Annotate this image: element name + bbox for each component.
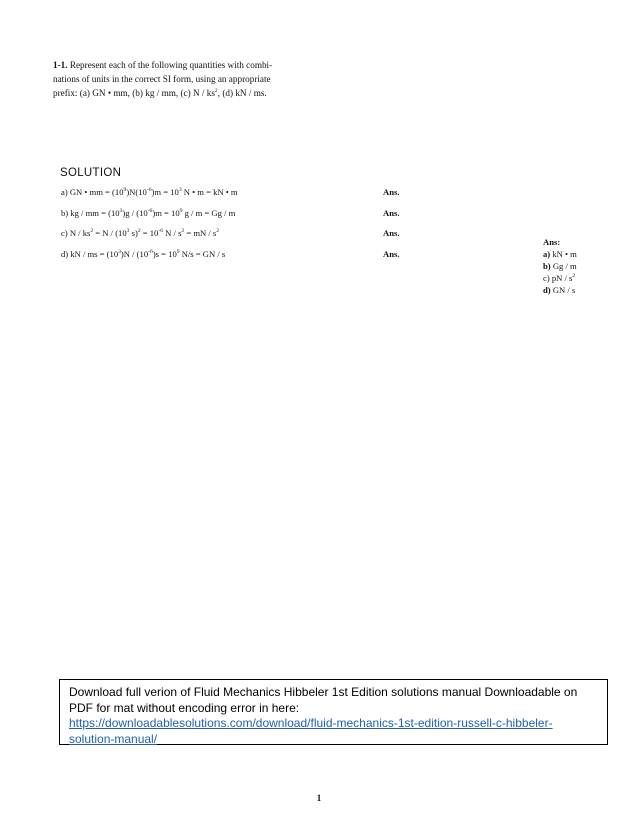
answer-summary: [543, 236, 577, 296]
download-notice-box: [59, 679, 608, 745]
ans-label-b: Ans.: [383, 208, 400, 218]
solution-heading: SOLUTION: [60, 167, 122, 179]
page-number: 1: [316, 793, 322, 803]
answer-summary-title: Ans:: [543, 237, 561, 247]
answer-item-d: d) GN / s: [543, 285, 576, 295]
ans-label-c: Ans.: [383, 228, 400, 238]
download-text-line2: PDF for mat without encoding error in here:: [69, 700, 300, 715]
solution-line-a: a) GN • mm = $(10^9)N(10^{-6})m = 10^3$ N • m = kN • m: [61, 187, 238, 197]
problem-text-line3a: prefix: (a) GN • mm, (b) kg / mm, (c) N / ks: [53, 88, 215, 98]
answer-item-c: c) pN / $s^2$: [543, 273, 576, 283]
problem-text-line1: Represent each of the following quantities with combi-: [69, 60, 273, 70]
answer-item-a: a) kN • m: [543, 249, 577, 259]
problem-exponent: 2: [214, 88, 218, 94]
solution-line-d: d) kN / ms = $(10^3)N / (10^{-6})s = 10^9$ N/s = GN / s: [61, 249, 226, 259]
ans-label-d: Ans.: [383, 249, 400, 259]
solution-line-b: b) kg / mm = $(10^3)g / (10^{-6})m = 10^9$ g / m = Gg / m: [61, 208, 236, 218]
problem-text-line3b: , (d) kN / ms.: [217, 88, 267, 98]
problem-text-line2: nations of units in the correct SI form, using an appropriate: [53, 74, 271, 84]
solution-line-c: c) $N / ks^2 = N / (10^3$ $s)^2 = 10^{-6}$ N / $s^2$ = mN / $s^2$: [61, 228, 220, 238]
answer-item-b: b) Gg / m: [543, 261, 577, 271]
problem-statement: [53, 58, 310, 100]
ans-label-a: Ans.: [383, 187, 400, 197]
problem-number: 1-1.: [53, 60, 68, 70]
download-link[interactable]: https://downloadablesolutions.com/download/fluid-mechanics-1st-edition-russell-c-hibbeler- solution-manual/: [69, 716, 553, 746]
download-text-line1: Download full verion of Fluid Mechanics Hibbeler 1st Edition solutions manual Downloadable on: [69, 685, 578, 699]
